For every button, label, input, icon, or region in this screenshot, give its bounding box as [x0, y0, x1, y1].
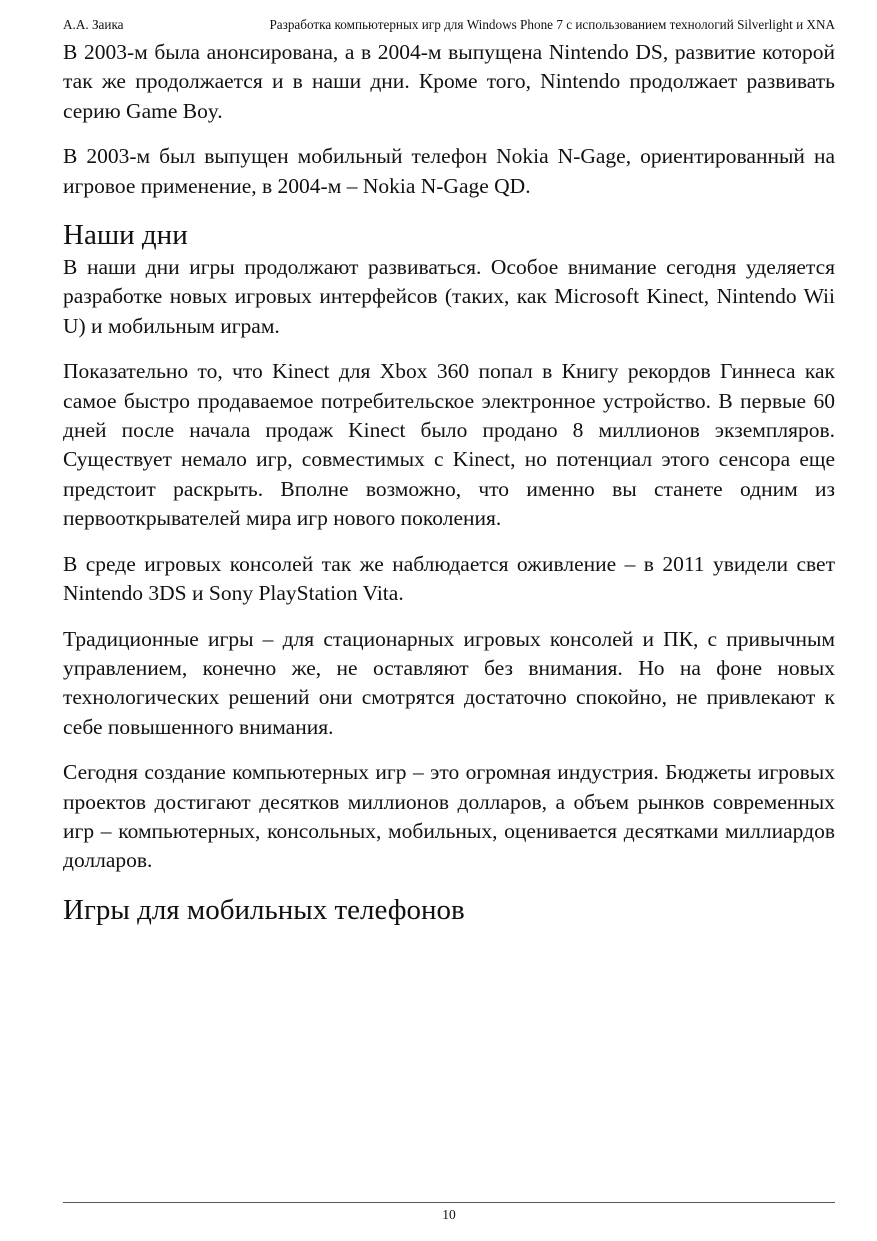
- footer-divider: [63, 1202, 835, 1203]
- paragraph: В наши дни игры продолжают развиваться. Особое внимание сегодня уделяется разработке новых игровых интерфейсов (таких, как Microsoft Kinect, Nintendo Wii U) и мобильным играм.: [63, 255, 835, 338]
- paragraph: Традиционные игры – для стационарных игровых консолей и ПК, с привычным управлением, конечно же, не оставляют без внимания. Но на фоне новых технологических решений они смотрятся достаточно спокойно, не привлекают к себе повышенного внимания.: [63, 626, 835, 739]
- running-header: [63, 16, 835, 34]
- paragraph: В 2003-м был выпущен мобильный телефон Nokia N-Gage, ориентированный на игровое применение, в 2004-м – Nokia N-Gage QD.: [63, 144, 835, 198]
- paragraph: В среде игровых консолей так же наблюдается оживление – в 2011 увидели свет Nintendo 3DS и Sony PlayStation Vita.: [63, 551, 835, 606]
- section-heading: Игры для мобильных телефонов: [63, 893, 465, 926]
- paragraph: Сегодня создание компьютерных игр – это огромная индустрия. Бюджеты игровых проектов достигают десятков миллионов долларов, а объем рынков современных игр – компьютерных, консольных, мобильных, оценивается десятками миллиардов долларов.: [63, 760, 835, 873]
- document-page: [63, 0, 835, 1241]
- page-number: 10: [442, 1207, 456, 1222]
- header-author: А.А. Заика: [63, 17, 124, 32]
- paragraph: Показательно то, что Kinect для Xbox 360 попал в Книгу рекордов Гиннеса как самое быстро продаваемое потребительское электронное устройство. В первые 60 дней после начала продаж Kinect было продано 8 миллионов экземпляров. Существует немало игр, совместимых с Kinect, но потенциал этого сенсора еще предстоит раскрыть. Вполне возможно, что именно вы станете одним из первооткрывателей мира игр нового поколения.: [63, 359, 835, 531]
- page-content: [63, 38, 835, 928]
- section-heading: Наши дни: [63, 219, 188, 252]
- header-book-title: Разработка компьютерных игр для Windows Phone 7 с использованием технологий Silverlight и XNA: [269, 17, 835, 32]
- paragraph: В 2003-м была анонсирована, а в 2004-м выпущена Nintendo DS, развитие которой так же продолжается и в наши дни. Кроме того, Nintendo продолжает развивать серию Game Boy.: [63, 40, 835, 123]
